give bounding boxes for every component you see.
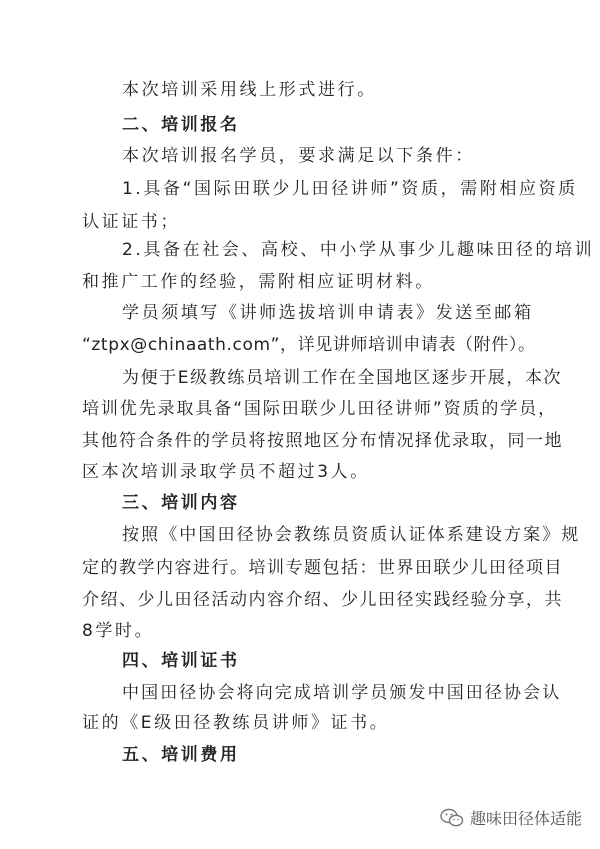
body-line: 本次培训采用线上形式进行。	[122, 80, 377, 100]
body-line: “ztpx@chinaath.com”，详见讲师培训申请表（附件）。	[82, 335, 536, 355]
body-line: 培训优先录取具备“国际田联少儿田径讲师”资质的学员，	[82, 399, 558, 419]
wechat-logo-icon	[440, 808, 464, 828]
body-line: 学员须填写《讲师选拔培训申请表》发送至邮箱	[122, 303, 534, 323]
section-heading-registration: 二、培训报名	[122, 115, 240, 135]
body-line: 和推广工作的经验，需附相应证明材料。	[82, 272, 435, 292]
body-line: 认证证书；	[82, 212, 180, 232]
body-line: 按照《中国田径协会教练员资质认证体系建设方案》规	[122, 525, 581, 545]
watermark	[440, 806, 582, 829]
body-line: 本次培训报名学员，要求满足以下条件：	[122, 146, 475, 166]
body-line: 定的教学内容进行。培训专题包括：世界田联少儿田径项目	[82, 558, 563, 578]
body-line: 介绍、少儿田径活动内容介绍、少儿田径实践经验分享，共	[82, 590, 563, 610]
body-line: 证的《E级田径教练员讲师》证书。	[82, 713, 390, 733]
body-line: 其他符合条件的学员将按照地区分布情况择优录取，同一地	[82, 431, 563, 451]
body-line: 1.具备“国际田联少儿田径讲师”资质，需附相应资质	[122, 179, 578, 199]
section-heading-content: 三、培训内容	[122, 493, 240, 513]
body-line: 中国田径协会将向完成培训学员颁发中国田径协会认	[122, 683, 562, 703]
body-line: 8学时。	[82, 621, 155, 641]
body-line: 区本次培训录取学员不超过3人。	[82, 462, 370, 482]
section-heading-certificate: 四、培训证书	[122, 651, 240, 671]
body-line: 2.具备在社会、高校、中小学从事少儿趣味田径的培训	[122, 240, 595, 260]
watermark-text: 趣味田径体适能	[469, 809, 582, 828]
body-line: 为便于E级教练员培训工作在全国地区逐步开展，本次	[122, 368, 563, 388]
section-heading-fees: 五、培训费用	[122, 745, 240, 765]
